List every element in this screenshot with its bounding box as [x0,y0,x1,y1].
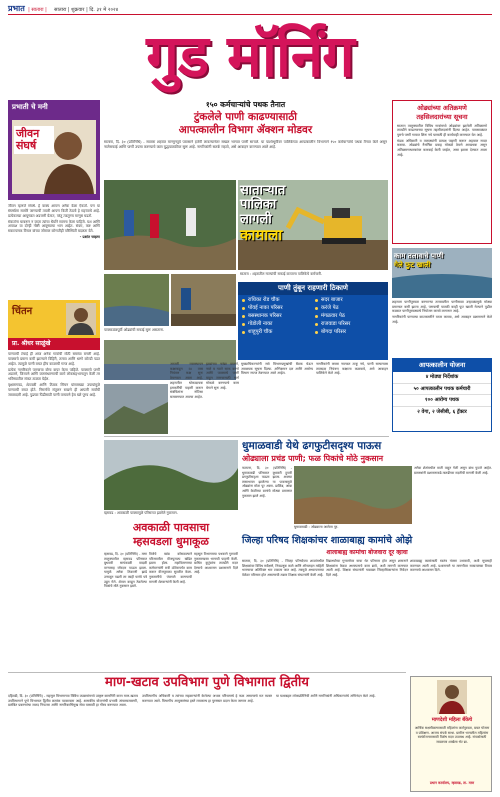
cloud-photo-caption: धुमाळवाडी : ओढ्याला आलेला पूर. [294,525,339,529]
prabhati-signature: - प्रशांत चव्हाण [79,235,100,240]
masthead-title-box [112,16,388,96]
ad-box [410,676,492,792]
zp-headline: जिल्हा परिषद शिक्षकांचर शाळाबाह्य कामांचे ओझे [242,535,413,546]
stream-photo-2 [171,274,236,326]
top-story-lead: सातारा, दि. ३० (प्रतिनिधि) - सातारा शहरात मान्सूनपूर्व पावसाने हजेरी लावल्यानंतर सखल भागात पाणी साचले. या पार्श्वभूमीवर पालिकेच्या आपत्कालीन विभागाने १५० कर्मचाऱ्यांचे पथक तैनात केले असून नालेसफाई आणि पाणी उपसा करण्याचे काम युद्धपातळीवर सुरू आहे. नागरिकांनी सतर्क राहावे, असे आवाहन करण्यात आले आहे. [104,140,387,149]
chintan-label: चिंतन [12,306,33,317]
top-story-kicker: १५० कर्मचाऱ्यांचे पथक तैनात [205,100,286,109]
man-body-col-1: दहिवडी, दि. ३० (प्रतिनिधि) - महसूल विभागाच्या विविध उपक्रमांमध्ये उत्कृष्ट कामगिरी करत माण-खटाव उपविभागाने पुणे विभागात द्वितीय क्रमांक पटकावला आहे. शासकीय योजनांची प्रभावी अंमलबजावणी, प्रलंबित प्रकरणांचा जलद निपटारा आणि नागरिकाभिमुख सेवा यासाठी हा गौरव करण्यात आला. [8,694,138,708]
rain-headline-1: अवकाळी पावसाचा [132,521,210,534]
lake-title-1: काम तलावाचे पाणी [394,252,444,260]
rain-headline-2: म्हसवडला धुमाकूळ [133,535,209,548]
prabhati-kicker: प्रभाती चे मनी [12,103,48,111]
prabhati-paragraph: संकटांना घाबरून न जाता त्यांचा धैर्याने सामना केला पाहिजे. यश आणि अपयश या दोन्ही गोष्टी आयुष्याचा भाग आहेत. संयम, कष्ट आणि सकारात्मक विचार यांच्या जोरावर कोणतीही परिस्थिती बदलता येते. [8,219,100,234]
lake-photo [392,248,492,298]
ad-footer: प्रधान कार्यालय, म्हसवड, ता. माण [429,781,475,785]
lake-paragraph: नागरिकांनी पाण्याचा काटकसरीने वापर करावा, असे आवाहन प्रशासनाने केले आहे. [392,315,492,324]
top-story-headline-2: आपत्कालीन विभाग ॲक्शन मोडवर [178,124,313,136]
masthead-rule [8,14,492,15]
cloud-body-col-2: अनेक शेतांमधील माती वाहून गेली असून बांध फुटले आहेत. ग्रामस्थांनी प्रशासनाकडे तातडीच्या मदतीची मागणी केली आहे. [414,466,492,475]
encroachment-paragraph: मंडळ अधिकारी व तलाठ्यांनी प्रत्यक्ष पाहणी करून अहवाल सादर करावा. ओढ्यांचे नैसर्गिक प्रवाह मोकळे ठेवणे आवश्यक असून अतिक्रमणधारकांवर कारवाई केली जाईल, असा इशारा देण्यात आला आहे. [397,138,487,157]
zp-body-col-3: शाळाबाह्य कामांसाठी स्वतंत्र यंत्रणा उभारावी, अशी सूचनाही करण्यात आली आहे. प्रशासनाने या मागणीवर सकारात्मक विचार करण्याचे आश्वासन दिले. [410,559,492,573]
satara-heading-3: कामाला [240,225,283,244]
chintan-body [8,352,100,570]
masthead-strip [8,4,492,13]
chintan-author: प्रा. श्रीधर साळुंखे [8,338,100,350]
bottom-rule [8,672,406,673]
zp-body-col-2: विद्यार्थ्यांच्या गुणवत्तेवर याचा थेट परिणाम होत असून शासनाने शिक्षकांना केवळ अध्यापनाचे काम द्यावे, अशी मागणी करण्यात आली आहे. शिक्षक संघटनांनी याबाबत जिल्हाधिकाऱ्यांना निवेदन दिले आहे. [326,559,408,577]
plan-item: ५० आपत्कालीन पथक कर्मचारी [393,384,491,396]
list-item: सदर बाजार [314,297,386,304]
middle-body-col-3: मुख्याधिकाऱ्यांनी सर्व विभागप्रमुखांची बैठक घेऊन आवश्यक सूचना दिल्या. अग्निशमन दल आणि आरोग्य विभाग सज्ज ठेवण्यात आले आहेत. [241,362,313,376]
mid-photo-caption: पावसाळ्यापूर्वी ओढ्यांची सफाई सुरू असताना. [104,328,165,332]
list-item: बोगदा परिसर [314,329,386,336]
ponds-list-right [314,297,386,337]
plan-item: १०० आरोग्य पथक [393,395,491,407]
encroachment-body [393,122,491,238]
heading-line-1: जीवन [16,127,40,140]
cloud-headline: धुमाळवाडी येथे ढगफुटीसदृश्य पाऊस [242,440,382,452]
zp-body-col-1: सातारा, दि. ३० (प्रतिनिधि) - जिल्हा परिषदेच्या शाळांमधील शिक्षकांवर विविध सर्वेक्षणे, निवडणूक कामे आणि ऑनलाइन माहिती भरण्याचा अतिरिक्त भार टाकला जात आहे. त्यामुळे अध्यापनाच्या वेळेवर परिणाम होत असल्याची तक्रार शिक्षक संघटनांनी केली आहे. [242,559,324,577]
cloudburst-photo [294,466,412,524]
satara-panel [240,184,312,244]
heading-line-2: संघर्ष [16,139,37,153]
zp-subhead: शालाबाह्य कामांचा बोजवारा दूर व्हावा [326,549,408,556]
man-khatav-headline: माण-खटाव उपविभाग पुणे विभागात द्वितीय [105,675,309,690]
rain-body-col-3: महसूल विभागाच्या पथकाने गुरुवारी नुकसानग्रस्त भागाची पाहणी केली. बाधित कुटुंबांना तातडीने मदत देण्याचे आश्वासन प्रशासनाने दिले आहे. [194,552,238,575]
chintan-paragraph: प्रत्येक नागरिकाने पाण्याचा योग्य वापर केला पाहिजे. पावसाचे पाणी अडवणे, जिरवणे आणि जलसंधारणाची कामे लोकसहभागातून केली तर भविष्यातील संकट टाळता येईल. [8,367,100,382]
prabhati-paragraph: जीवन म्हणजे संघर्ष. हे वाक्य आपण अनेक वेळा ऐकतो. पण या संघर्षाला सामोरे जाण्याची तयारी आपण किती ठेवतो हे महत्त्वाचे आहे. प्रत्येकाच्या आयुष्यात अडचणी येतात, परंतु त्यातूनच माणूस घडतो. [8,204,100,218]
middle-body-col-2: झाडांच्या फांद्या छाटणे, नाले व गटारे साफ करणे आणि पावसाचे पाणी वाहून जाण्यासाठी मार्ग मोकळे करण्याचे काम वेगाने सुरू आहे. [206,362,239,390]
dateline: सातारा | शुक्रवार | दि. ३१ मे २०२४ [54,7,119,13]
list-item: राजवाडा परिसर [314,321,386,328]
ad-portrait-icon [437,680,467,714]
edition-label: | सातारा | [28,7,47,13]
list-item: पोवई नाका परिसर [241,305,313,312]
top-photo-caption: सातारा : शहरातील नाल्यांची सफाई करताना पालिकेचे कर्मचारी. [240,272,322,276]
author-avatar-icon [66,303,96,335]
masthead-title: गुड मॉर्निंग [146,22,354,90]
list-item: राधिका रोड चौक [241,297,313,304]
man-body-col-3: या यशाबद्दल लोकप्रतिनिधी आणि नागरिकांनी अधिकाऱ्यांचे अभिनंदन केले आहे. [276,694,376,698]
man-body-col-2: उपविभागीय अधिकारी व त्यांच्या सहकाऱ्यांनी केलेल्या अथक परिश्रमाचे हे फळ असल्याचे मत व्यक्त करण्यात आले. विभागीय आयुक्तांच्या हस्ते लवकरच हा पुरस्कार प्रदान केला जाणार आहे. [142,694,272,703]
portrait-photo [12,120,96,194]
section-rule [104,436,389,437]
chintan-paragraph: वृक्षलागवड, शेततळी आणि ठिबक सिंचन यांसारख्या उपायांमुळे पाण्याची बचत होते. निसर्गाचे संतुलन राखणे ही आपली सर्वांची जबाबदारी आहे. पुढच्या पिढीसाठी पाणी वाचवणे हेच खरे पुण्य आहे. [8,383,100,397]
rain-photo-caption: म्हसवड : अवकाळी पावसामुळे परिसरात झालेले नुकसान. [104,511,178,515]
encroachment-box [392,100,492,244]
list-item: मंगळवार पेठ [314,313,386,320]
list-item: बसस्थानक परिसर [241,313,313,320]
lake-title [394,252,444,271]
emergency-plan-box [392,358,492,432]
list-item: गोडोली नाका [241,321,313,328]
prabhati-box [8,100,100,200]
middle-body-col-1: आपत्ती व्यवस्थापन कक्षाकडून २४ तास नियंत्रण कक्ष सुरू ठेवण्यात आला आहे. शहरातील धोकादायक इमारतींची पाहणी करून संबंधितांना नोटिसा बजावण्यात आल्या आहेत. [170,362,203,400]
prabhati-body [8,204,100,296]
stream-photo-1 [104,274,169,326]
lake-body [392,300,492,356]
middle-body-col-4: नागरिकांनी कचरा नाल्यात टाकू नये, पाणी साचल्यास तात्काळ नियंत्रण कक्षाला कळवावे, असे आवाहन पालिकेने केले आहे. [316,362,388,376]
encroachment-title-2: तहसिलदारांच्या सूचना [416,112,468,121]
cloud-subhead: ओढ्याला प्रचंड पाणी; फळ पिकांचे मोठे नुकसान [242,454,384,463]
satara-heading-2: पालिका लागली [240,197,277,227]
ponds-title: पाणी तुंबून राहणारी ठिकाणे [238,282,388,295]
ad-body: आर्थिक सक्षमीकरणासाठी महिलांना कर्जपुरवठा, बचत योजना व प्रशिक्षण. आजच संपर्क साधा. ग्रामीण भागातील महिलांना स्वयंरोजगारासाठी विशेष मदत उपलब्ध आहे. संपर्कासाठी जवळच्या शाखेला भेट द्या. [414,726,490,744]
lake-title-2: गेले फुट खाली [394,261,431,270]
list-item: करंजे पेठ [314,305,386,312]
rain-body-col-1: म्हसवड, दि. ३० (प्रतिनिधि) - माण तालुक्यातील म्हसवड परिसरात बुधवारी सायंकाळी वादळी वाऱ्यासह जोरदार पाऊस झाला. यामुळे अनेक ठिकाणी झाडे उन्मळून पडली तर काही घरांचे पत्रे उडून गेले. शेतात काढून ठेवलेल्या पिकांचे मोठे नुकसान झाले. [104,552,147,589]
chintan-paragraph: पाण्याची टंचाई ही आज अनेक गावांची मोठी समस्या बनली आहे. पावसाचे प्रमाण कमी झाल्याने विहिरी, तलाव आणि धरणे कोरडी पडत आहेत. त्यामुळे पाणी बचत हीच काळाची गरज आहे. [8,352,100,366]
cloud-body-col-1: फलटण, दि. ३० (प्रतिनिधि) - धुमाळवाडी परिसरात बुधवारी दुपारी ढगफुटीसदृश्य पाऊस झाला. अवघ्या तासाभरात झालेल्या या पावसामुळे ओढ्यांना मोठा पूर आला. डाळिंब, आंबा आणि केळीच्या बागांचे मोठ्या प्रमाणात नुकसान झाले आहे. [242,466,292,498]
encroachment-title-1: ओढ्यांच्या अतिक्रमणे [417,104,467,112]
chintan-header [8,300,100,338]
plan-title: आपत्कालीन योजना [393,359,491,372]
lake-paragraph: शहराला पाणीपुरवठा करणाऱ्या तलावातील पाणीसाठा उन्हाळ्यामुळे मोठ्या प्रमाणात कमी झाला आहे. पाण्याची पातळी काही फूट खाली गेल्याने पुढील काळात पाणीपुरवठ्याचे नियोजन करावे लागणार आहे. [392,300,492,314]
drain-cleaning-photo [104,180,236,270]
plan-item: ४ मोठ्या निर्देशांक [393,372,491,384]
ponds-box [238,282,388,360]
top-story-headline-1: टुंकलेले पाणी काढण्यासाठी [193,111,298,123]
ponds-list-left [241,297,313,337]
hill-rain-photo [104,440,238,510]
jeevan-sangharsh-tag [14,126,54,154]
list-item: शाहूपुरी चौक [241,329,313,336]
brand-logo: प्रभात [8,4,25,13]
rain-body-col-2: विजेचे खांब कोसळल्याने परिसरातील वीजपुरवठा खंडित झाला होता. महावितरणच्या कर्मचाऱ्यांनी रात्री उशिरापर्यंत काम करून वीजपुरवठा सुरळीत केला. नुकसानीचे पंचनामे करण्याची मागणी शेतकऱ्यांनी केली आहे. [149,552,192,584]
plan-item: २ वेगा, २ जेसीबी, ६ ट्रॅक्टर [417,409,467,416]
rain-damage-photo [104,384,168,434]
satara-heading-1: साताऱ्यात [240,183,286,198]
ad-title: माणदेशी महिला बँकेचे [431,717,473,723]
encroachment-paragraph: सातारा तालुक्यातील विविध गावांमध्ये ओढ्यांवर झालेली अतिक्रमणे तातडीने काढण्याच्या सूचना तहसीलदारांनी दिल्या आहेत. पावसाळ्यात पुराचे पाणी गावात शिरू नये यासाठी ही कार्यवाही करण्यात येत आहे. [397,123,487,137]
